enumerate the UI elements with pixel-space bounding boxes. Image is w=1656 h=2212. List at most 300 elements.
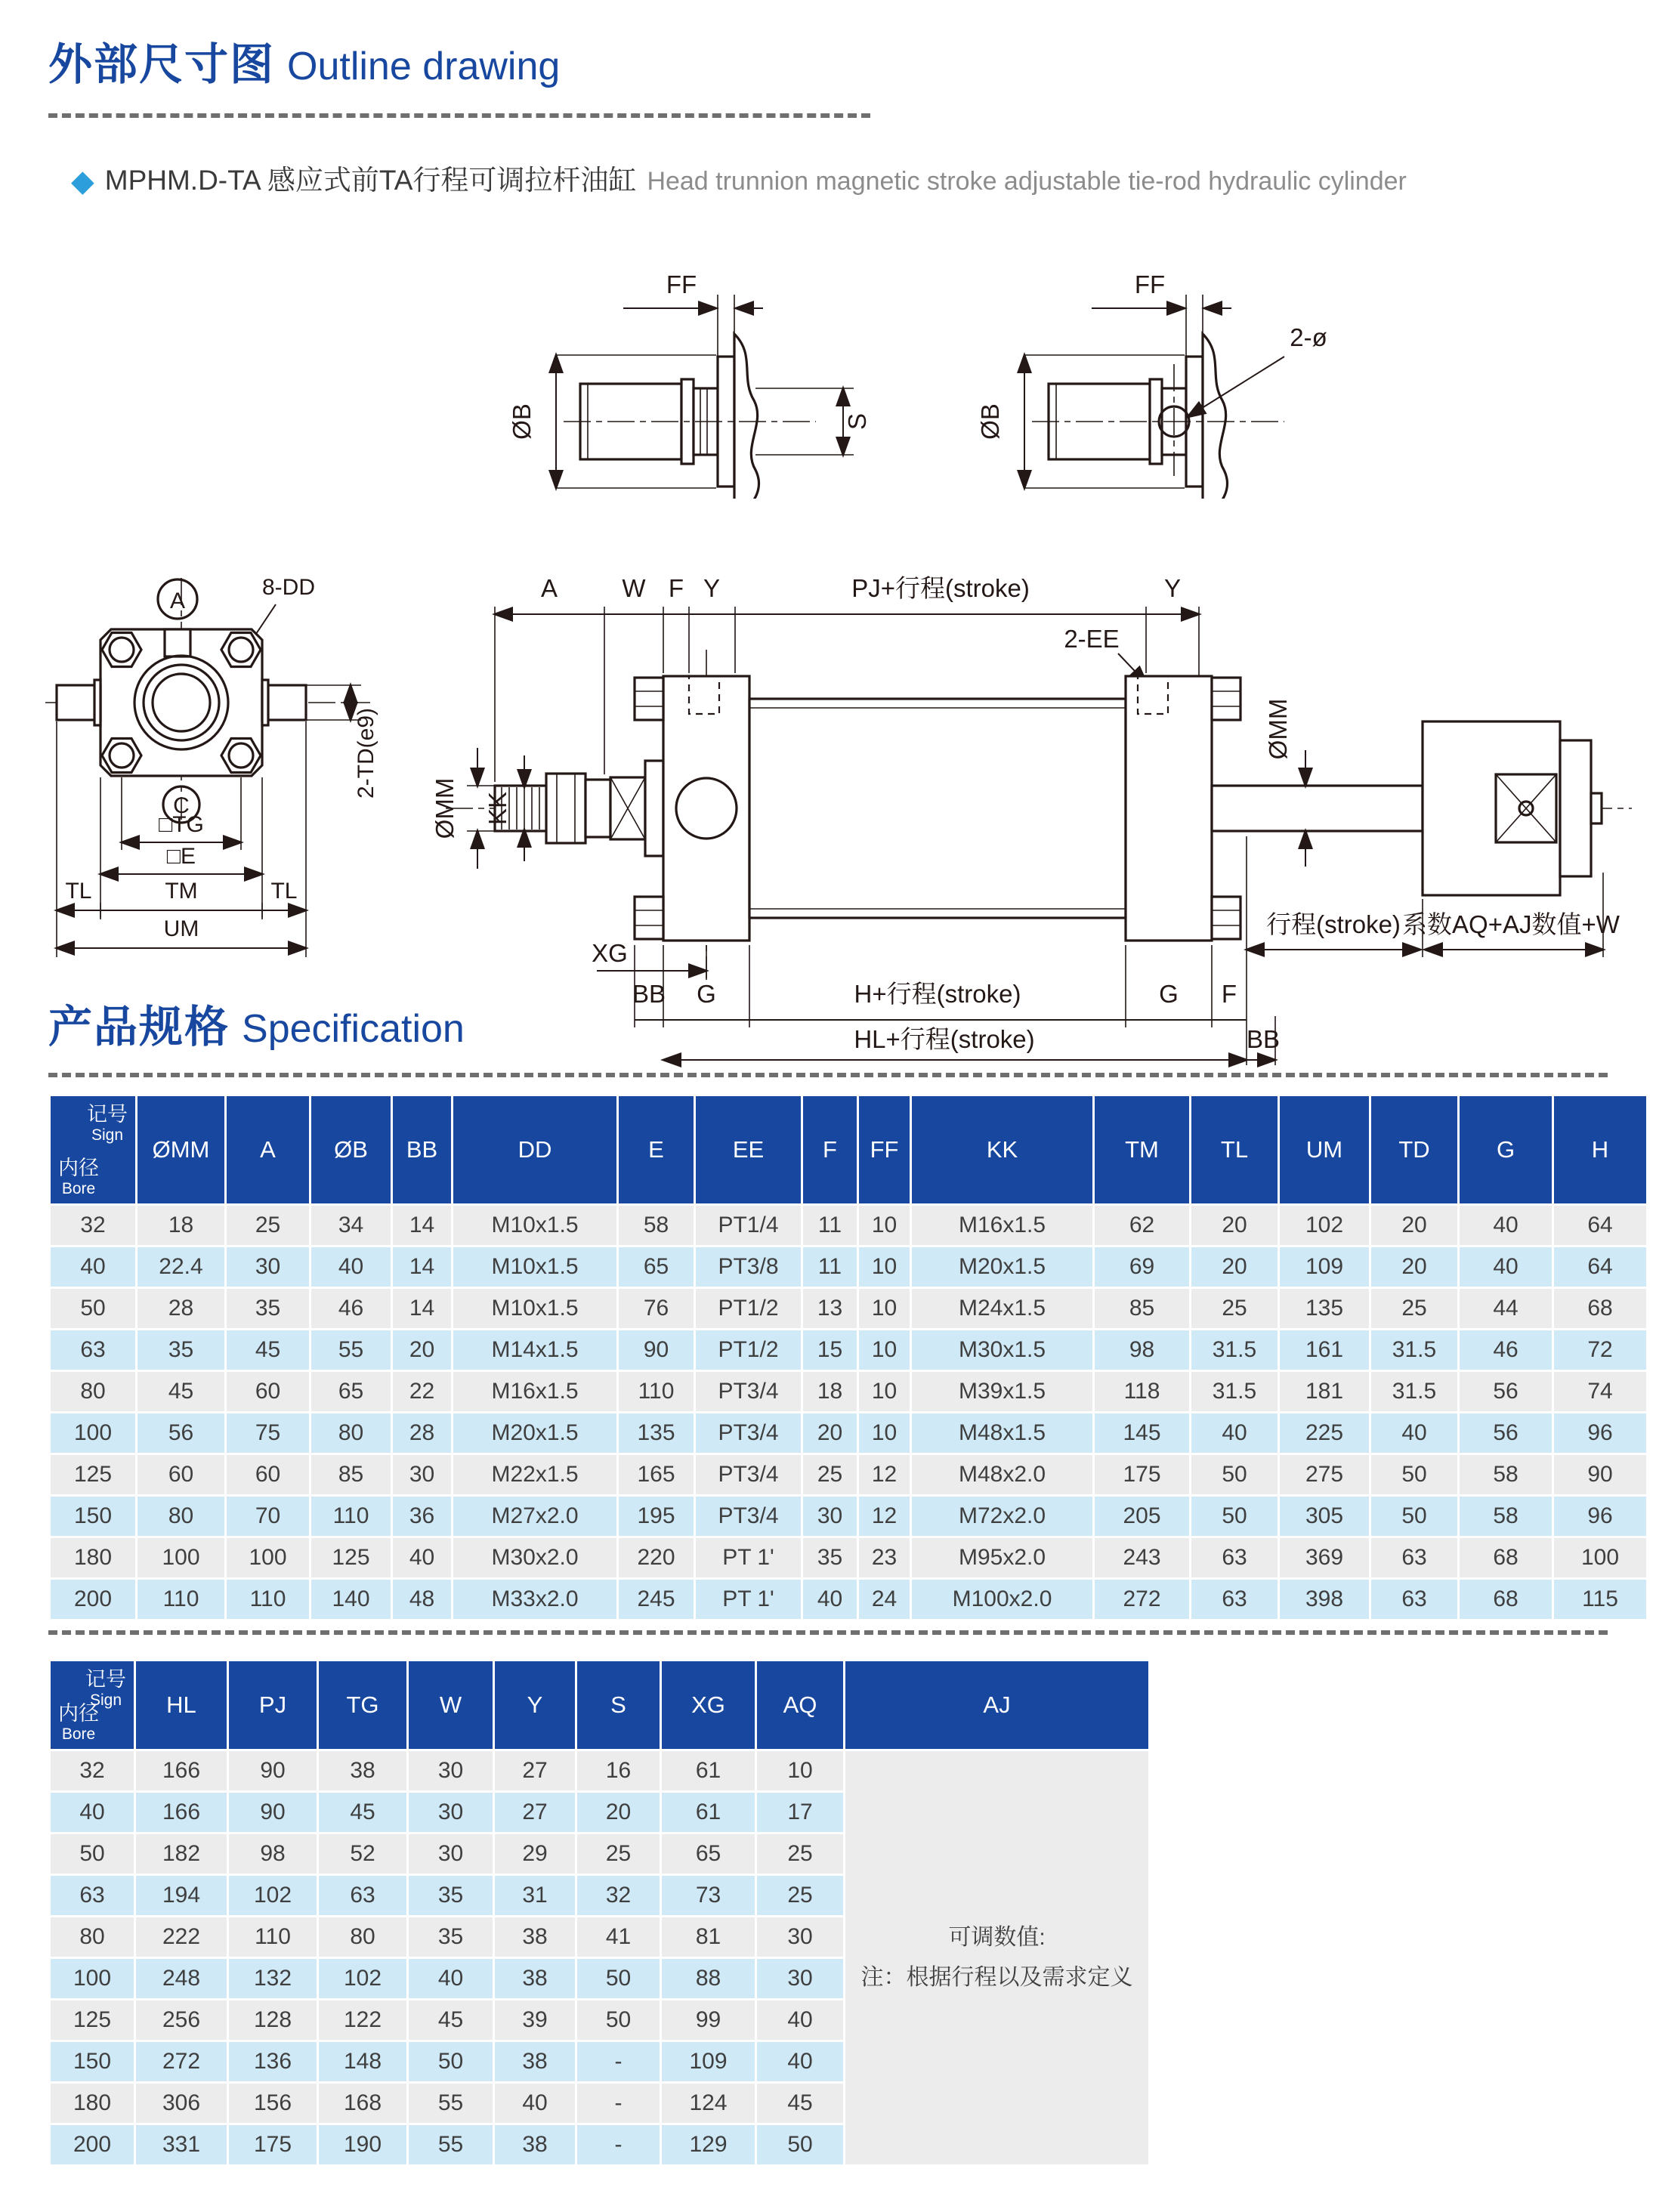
value-cell: 11 xyxy=(803,1247,857,1287)
value-cell: 45 xyxy=(757,2084,843,2123)
value-cell: M100x2.0 xyxy=(912,1580,1092,1619)
product-name-zh: MPHM.D-TA 感应式前TA行程可调拉杆油缸 xyxy=(104,165,637,196)
dim-label-f-right: F xyxy=(1221,980,1237,1008)
value-cell: 205 xyxy=(1095,1497,1189,1536)
value-cell: PT1/2 xyxy=(696,1289,801,1328)
value-cell: 31.5 xyxy=(1191,1372,1278,1411)
value-cell: 50 xyxy=(577,2000,660,2040)
value-cell: 40 xyxy=(803,1580,857,1619)
value-cell: M27x2.0 xyxy=(453,1497,616,1536)
value-cell: 31.5 xyxy=(1191,1330,1278,1370)
value-cell: 68 xyxy=(1460,1580,1552,1619)
value-cell: 73 xyxy=(662,1876,755,1915)
bore-cell: 180 xyxy=(51,2084,134,2123)
value-cell: 74 xyxy=(1554,1372,1646,1411)
value-cell: 25 xyxy=(227,1206,309,1245)
specification-title xyxy=(48,991,465,1055)
value-cell: 156 xyxy=(229,2084,317,2123)
value-cell: - xyxy=(577,2084,660,2123)
dimension-table-2 xyxy=(48,1659,1151,2167)
value-cell: 168 xyxy=(319,2084,406,2123)
value-cell: 60 xyxy=(137,1455,224,1494)
value-cell: 81 xyxy=(662,1917,755,1957)
bore-cell: 32 xyxy=(51,1751,134,1790)
value-cell: 181 xyxy=(1280,1372,1369,1411)
outline-drawing-title xyxy=(48,29,560,92)
value-cell: 30 xyxy=(227,1247,309,1287)
value-cell: 75 xyxy=(227,1413,309,1453)
dim-label-ob2: ØB xyxy=(976,403,1004,440)
value-cell: 109 xyxy=(662,2042,755,2081)
table-row-bore-32 xyxy=(51,1206,1646,1245)
value-cell: 12 xyxy=(859,1497,910,1536)
header-row xyxy=(51,1661,1148,1749)
value-cell: 129 xyxy=(662,2125,755,2164)
dim-label-stroke: 行程(stroke) xyxy=(1266,910,1401,938)
value-cell: 38 xyxy=(495,2042,575,2081)
value-cell: 30 xyxy=(409,1834,493,1874)
value-cell: 102 xyxy=(319,1959,406,1998)
value-cell: 30 xyxy=(803,1497,857,1536)
aj-note-body: 注：根据行程以及需求定义 xyxy=(860,1964,1133,1990)
bore-cell: 100 xyxy=(51,1959,134,1998)
dim-label-xg: XG xyxy=(592,939,628,967)
value-cell: 85 xyxy=(311,1455,391,1494)
value-cell: 222 xyxy=(136,1917,227,1957)
value-cell: 14 xyxy=(393,1289,451,1328)
value-cell: 10 xyxy=(757,1751,843,1790)
value-cell: 30 xyxy=(393,1455,451,1494)
table-row-bore-32 xyxy=(51,1751,1148,1790)
value-cell: 100 xyxy=(137,1538,224,1577)
dim-label-omm-right: ØMM xyxy=(1264,698,1292,760)
column-header-BB: BB xyxy=(393,1096,451,1203)
value-cell: 70 xyxy=(227,1497,309,1536)
value-cell: 272 xyxy=(136,2042,227,2081)
value-cell: 80 xyxy=(319,1917,406,1957)
value-cell: 13 xyxy=(803,1289,857,1328)
column-header-TL: TL xyxy=(1191,1096,1278,1203)
title-divider xyxy=(48,113,870,118)
column-header-FF: FF xyxy=(859,1096,910,1203)
dim-label-g-right: G xyxy=(1159,980,1179,1008)
value-cell: 10 xyxy=(859,1413,910,1453)
value-cell: M10x1.5 xyxy=(453,1206,616,1245)
column-header-H: H xyxy=(1554,1096,1646,1203)
dim-label-s: S xyxy=(843,412,871,431)
dim-label-a: A xyxy=(540,574,558,602)
value-cell: 63 xyxy=(1191,1580,1278,1619)
value-cell: M33x2.0 xyxy=(453,1580,616,1619)
dimension-table-1 xyxy=(48,1094,1648,1621)
product-name-en: Head trunnion magnetic stroke adjustable tie-rod hydraulic cylinder xyxy=(647,167,1407,196)
value-cell: 55 xyxy=(409,2125,493,2164)
value-cell: 25 xyxy=(577,1834,660,1874)
value-cell: 29 xyxy=(495,1834,575,1874)
value-cell: M20x1.5 xyxy=(912,1247,1092,1287)
value-cell: 58 xyxy=(619,1206,694,1245)
value-cell: 25 xyxy=(1191,1289,1278,1328)
value-cell: 109 xyxy=(1280,1247,1369,1287)
dim-label-y: Y xyxy=(703,574,721,602)
datum-c-label: C xyxy=(173,793,190,818)
column-header-UM: UM xyxy=(1280,1096,1369,1203)
value-cell: 135 xyxy=(1280,1289,1369,1328)
value-cell: 31.5 xyxy=(1371,1330,1457,1370)
value-cell: 68 xyxy=(1554,1289,1646,1328)
value-cell: 50 xyxy=(1191,1497,1278,1536)
value-cell: 20 xyxy=(1191,1206,1278,1245)
value-cell: 45 xyxy=(227,1330,309,1370)
dim-label-tl-right: TL xyxy=(270,879,298,904)
value-cell: 56 xyxy=(137,1413,224,1453)
value-cell: M30x2.0 xyxy=(453,1538,616,1577)
value-cell: 20 xyxy=(1191,1247,1278,1287)
bore-cell: 32 xyxy=(51,1206,135,1245)
value-cell: 80 xyxy=(137,1497,224,1536)
value-cell: 39 xyxy=(495,2000,575,2040)
value-cell: 136 xyxy=(229,2042,317,2081)
value-cell: 306 xyxy=(136,2084,227,2123)
bore-cell: 80 xyxy=(51,1372,135,1411)
pin-end-view-holes-drawing xyxy=(959,249,1413,499)
dim-label-tl-left: TL xyxy=(65,879,92,904)
dim-label-e: □E xyxy=(166,844,196,869)
column-header-HL: HL xyxy=(136,1661,227,1749)
value-cell: 99 xyxy=(662,2000,755,2040)
dim-label-hl-stroke: HL+行程(stroke) xyxy=(854,1025,1035,1053)
dim-label-w: W xyxy=(622,574,646,602)
value-cell: 16 xyxy=(577,1751,660,1790)
value-cell: 72 xyxy=(1554,1330,1646,1370)
value-cell: 40 xyxy=(1191,1413,1278,1453)
value-cell: 58 xyxy=(1460,1497,1552,1536)
value-cell: 175 xyxy=(1095,1455,1189,1494)
value-cell: 40 xyxy=(757,2000,843,2040)
value-cell: 220 xyxy=(619,1538,694,1577)
value-cell: 46 xyxy=(311,1289,391,1328)
value-cell: 50 xyxy=(409,2042,493,2081)
cylinder-side-view-drawing xyxy=(423,525,1654,1069)
value-cell: PT3/8 xyxy=(696,1247,801,1287)
dim-label-ob: ØB xyxy=(508,403,536,440)
value-cell: 46 xyxy=(1460,1330,1552,1370)
value-cell: 166 xyxy=(136,1751,227,1790)
value-cell: 34 xyxy=(311,1206,391,1245)
value-cell: 40 xyxy=(1460,1206,1552,1245)
column-header-A: A xyxy=(227,1096,309,1203)
value-cell: 175 xyxy=(229,2125,317,2164)
column-header-KK: KK xyxy=(912,1096,1092,1203)
value-cell: 10 xyxy=(859,1206,910,1245)
value-cell: 64 xyxy=(1554,1206,1646,1245)
value-cell: 25 xyxy=(803,1455,857,1494)
value-cell: 305 xyxy=(1280,1497,1369,1536)
value-cell: 30 xyxy=(757,1917,843,1957)
dim-label-f: F xyxy=(668,574,684,602)
value-cell: 28 xyxy=(393,1413,451,1453)
outline-title-en: Outline drawing xyxy=(287,45,561,88)
column-header-W: W xyxy=(409,1661,493,1749)
value-cell: 56 xyxy=(1460,1413,1552,1453)
value-cell: 20 xyxy=(1371,1206,1457,1245)
value-cell: 15 xyxy=(803,1330,857,1370)
dim-label-pj-stroke: PJ+行程(stroke) xyxy=(851,574,1030,602)
value-cell: 50 xyxy=(1371,1455,1457,1494)
value-cell: 14 xyxy=(393,1247,451,1287)
bore-cell: 100 xyxy=(51,1413,135,1453)
dim-label-tm: TM xyxy=(165,879,198,904)
dim-label-kk: KK xyxy=(484,791,511,826)
value-cell: 55 xyxy=(311,1330,391,1370)
value-cell: 25 xyxy=(757,1834,843,1874)
value-cell: 45 xyxy=(409,2000,493,2040)
value-cell: 98 xyxy=(1095,1330,1189,1370)
dim-label-2ee: 2-EE xyxy=(1064,625,1120,653)
value-cell: 248 xyxy=(136,1959,227,1998)
value-cell: 165 xyxy=(619,1455,694,1494)
value-cell: 40 xyxy=(409,1959,493,1998)
value-cell: 27 xyxy=(495,1751,575,1790)
table-row-bore-180 xyxy=(51,1538,1646,1577)
column-header-TM: TM xyxy=(1095,1096,1189,1203)
value-cell: 110 xyxy=(619,1372,694,1411)
spec-title-en: Specification xyxy=(242,1007,465,1051)
value-cell: PT1/2 xyxy=(696,1330,801,1370)
value-cell: - xyxy=(577,2042,660,2081)
value-cell: PT3/4 xyxy=(696,1455,801,1494)
table-divider xyxy=(48,1630,1608,1635)
bore-cell: 200 xyxy=(51,1580,135,1619)
value-cell: 35 xyxy=(137,1330,224,1370)
value-cell: 27 xyxy=(495,1793,575,1832)
bore-cell: 63 xyxy=(51,1330,135,1370)
value-cell: M39x1.5 xyxy=(912,1372,1092,1411)
value-cell: 28 xyxy=(137,1289,224,1328)
value-cell: 60 xyxy=(227,1455,309,1494)
value-cell: 110 xyxy=(311,1497,391,1536)
dim-label-ff2: FF xyxy=(1134,270,1166,298)
value-cell: 40 xyxy=(393,1538,451,1577)
value-cell: 194 xyxy=(136,1876,227,1915)
corner-header-sign-bore: 记号 Sign 内径 Bore xyxy=(51,1096,135,1203)
value-cell: 182 xyxy=(136,1834,227,1874)
value-cell: 80 xyxy=(311,1413,391,1453)
bore-cell: 150 xyxy=(51,2042,134,2081)
value-cell: 128 xyxy=(229,2000,317,2040)
value-cell: 148 xyxy=(319,2042,406,2081)
flange-front-view-drawing xyxy=(23,555,393,993)
value-cell: 98 xyxy=(229,1834,317,1874)
value-cell: 190 xyxy=(319,2125,406,2164)
corner-header-sign-bore: 记号 Sign 内径 Bore xyxy=(51,1661,134,1749)
value-cell: 14 xyxy=(393,1206,451,1245)
table-row-bore-63 xyxy=(51,1330,1646,1370)
value-cell: 38 xyxy=(495,1917,575,1957)
dim-label-ff: FF xyxy=(666,270,697,298)
value-cell: 50 xyxy=(1191,1455,1278,1494)
value-cell: 20 xyxy=(1371,1247,1457,1287)
column-header-F: F xyxy=(803,1096,857,1203)
value-cell: 12 xyxy=(859,1455,910,1494)
value-cell: 45 xyxy=(137,1372,224,1411)
table-row-bore-80 xyxy=(51,1372,1646,1411)
value-cell: 90 xyxy=(1554,1455,1646,1494)
value-cell: 65 xyxy=(311,1372,391,1411)
dim-label-bb-right: BB xyxy=(1246,1025,1281,1053)
value-cell: M10x1.5 xyxy=(453,1289,616,1328)
table-row-bore-200 xyxy=(51,1580,1646,1619)
dim-label-y-right: Y xyxy=(1163,574,1182,602)
value-cell: 61 xyxy=(662,1751,755,1790)
value-cell: 40 xyxy=(1371,1413,1457,1453)
value-cell: 90 xyxy=(619,1330,694,1370)
value-cell: 52 xyxy=(319,1834,406,1874)
value-cell: 50 xyxy=(757,2125,843,2164)
value-cell: M95x2.0 xyxy=(912,1538,1092,1577)
value-cell: 61 xyxy=(662,1793,755,1832)
value-cell: M22x1.5 xyxy=(453,1455,616,1494)
value-cell: PT3/4 xyxy=(696,1372,801,1411)
column-header-AJ: AJ xyxy=(845,1661,1148,1749)
value-cell: 40 xyxy=(1460,1247,1552,1287)
value-cell: 69 xyxy=(1095,1247,1189,1287)
dim-label-tg: □TG xyxy=(159,812,204,837)
value-cell: 25 xyxy=(1371,1289,1457,1328)
value-cell: 41 xyxy=(577,1917,660,1957)
value-cell: 110 xyxy=(227,1580,309,1619)
value-cell: 272 xyxy=(1095,1580,1189,1619)
aj-note-cell xyxy=(845,1751,1148,2164)
value-cell: 118 xyxy=(1095,1372,1189,1411)
value-cell: 100 xyxy=(227,1538,309,1577)
dim-label-um: UM xyxy=(163,916,199,941)
bore-cell: 63 xyxy=(51,1876,134,1915)
value-cell: 38 xyxy=(495,1959,575,1998)
value-cell: 24 xyxy=(859,1580,910,1619)
bore-cell: 80 xyxy=(51,1917,134,1957)
value-cell: 63 xyxy=(1371,1538,1457,1577)
value-cell: M72x2.0 xyxy=(912,1497,1092,1536)
table-row-bore-40 xyxy=(51,1247,1646,1287)
bore-cell: 180 xyxy=(51,1538,135,1577)
value-cell: 32 xyxy=(577,1876,660,1915)
value-cell: M30x1.5 xyxy=(912,1330,1092,1370)
value-cell: M16x1.5 xyxy=(912,1206,1092,1245)
value-cell: 40 xyxy=(757,2042,843,2081)
value-cell: 96 xyxy=(1554,1413,1646,1453)
value-cell: 58 xyxy=(1460,1455,1552,1494)
value-cell: 243 xyxy=(1095,1538,1189,1577)
value-cell: 64 xyxy=(1554,1247,1646,1287)
value-cell: PT1/4 xyxy=(696,1206,801,1245)
value-cell: 38 xyxy=(319,1751,406,1790)
aj-note-title: 可调数值: xyxy=(948,1925,1046,1950)
value-cell: 48 xyxy=(393,1580,451,1619)
value-cell: 50 xyxy=(1371,1497,1457,1536)
value-cell: 25 xyxy=(757,1876,843,1915)
value-cell: 245 xyxy=(619,1580,694,1619)
value-cell: 56 xyxy=(1460,1372,1552,1411)
value-cell: 96 xyxy=(1554,1497,1646,1536)
value-cell: M48x2.0 xyxy=(912,1455,1092,1494)
value-cell: 369 xyxy=(1280,1538,1369,1577)
value-cell: 10 xyxy=(859,1289,910,1328)
bore-cell: 40 xyxy=(51,1793,134,1832)
value-cell: M24x1.5 xyxy=(912,1289,1092,1328)
product-line xyxy=(71,157,1407,199)
value-cell: 30 xyxy=(409,1751,493,1790)
value-cell: 110 xyxy=(229,1917,317,1957)
column-header-Y: Y xyxy=(495,1661,575,1749)
value-cell: 36 xyxy=(393,1497,451,1536)
value-cell: 275 xyxy=(1280,1455,1369,1494)
bore-cell: 200 xyxy=(51,2125,134,2164)
value-cell: 65 xyxy=(619,1247,694,1287)
value-cell: 62 xyxy=(1095,1206,1189,1245)
value-cell: 398 xyxy=(1280,1580,1369,1619)
value-cell: 125 xyxy=(311,1538,391,1577)
value-cell: 90 xyxy=(229,1793,317,1832)
value-cell: 110 xyxy=(137,1580,224,1619)
value-cell: 30 xyxy=(409,1793,493,1832)
table-row-bore-100 xyxy=(51,1413,1646,1453)
value-cell: 331 xyxy=(136,2125,227,2164)
value-cell: 65 xyxy=(662,1834,755,1874)
value-cell: 68 xyxy=(1460,1538,1552,1577)
dim-label-adjust-formula: 系数AQ+AJ数值+W xyxy=(1402,910,1620,938)
value-cell: 31.5 xyxy=(1371,1372,1457,1411)
column-header-XG: XG xyxy=(662,1661,755,1749)
bore-cell: 125 xyxy=(51,2000,134,2040)
value-cell: 63 xyxy=(319,1876,406,1915)
bore-cell: 150 xyxy=(51,1497,135,1536)
column-header-PJ: PJ xyxy=(229,1661,317,1749)
value-cell: 35 xyxy=(409,1917,493,1957)
value-cell: 35 xyxy=(409,1876,493,1915)
value-cell: 76 xyxy=(619,1289,694,1328)
value-cell: 132 xyxy=(229,1959,317,1998)
value-cell: 122 xyxy=(319,2000,406,2040)
value-cell: 40 xyxy=(495,2084,575,2123)
table-row-bore-50 xyxy=(51,1289,1646,1328)
datum-a-label: A xyxy=(169,589,186,613)
dim-label-2holes: 2-ø xyxy=(1290,323,1327,351)
column-header-AQ: AQ xyxy=(757,1661,843,1749)
value-cell: 10 xyxy=(859,1330,910,1370)
value-cell: 20 xyxy=(803,1413,857,1453)
value-cell: 30 xyxy=(757,1959,843,1998)
value-cell: 60 xyxy=(227,1372,309,1411)
diamond-bullet-icon: ◆ xyxy=(71,165,94,198)
dim-label-bb-left: BB xyxy=(632,980,666,1008)
dim-label-8dd: 8-DD xyxy=(261,575,316,600)
column-header-E: E xyxy=(619,1096,694,1203)
value-cell: 44 xyxy=(1460,1289,1552,1328)
value-cell: PT 1' xyxy=(696,1538,801,1577)
spec-divider xyxy=(48,1073,1608,1077)
value-cell: M10x1.5 xyxy=(453,1247,616,1287)
value-cell: 166 xyxy=(136,1793,227,1832)
value-cell: 195 xyxy=(619,1497,694,1536)
value-cell: M20x1.5 xyxy=(453,1413,616,1453)
column-header-ØMM: ØMM xyxy=(137,1096,224,1203)
value-cell: 38 xyxy=(495,2125,575,2164)
table-row-bore-150 xyxy=(51,1497,1646,1536)
column-header-ØB: ØB xyxy=(311,1096,391,1203)
value-cell: 18 xyxy=(803,1372,857,1411)
column-header-TD: TD xyxy=(1371,1096,1457,1203)
